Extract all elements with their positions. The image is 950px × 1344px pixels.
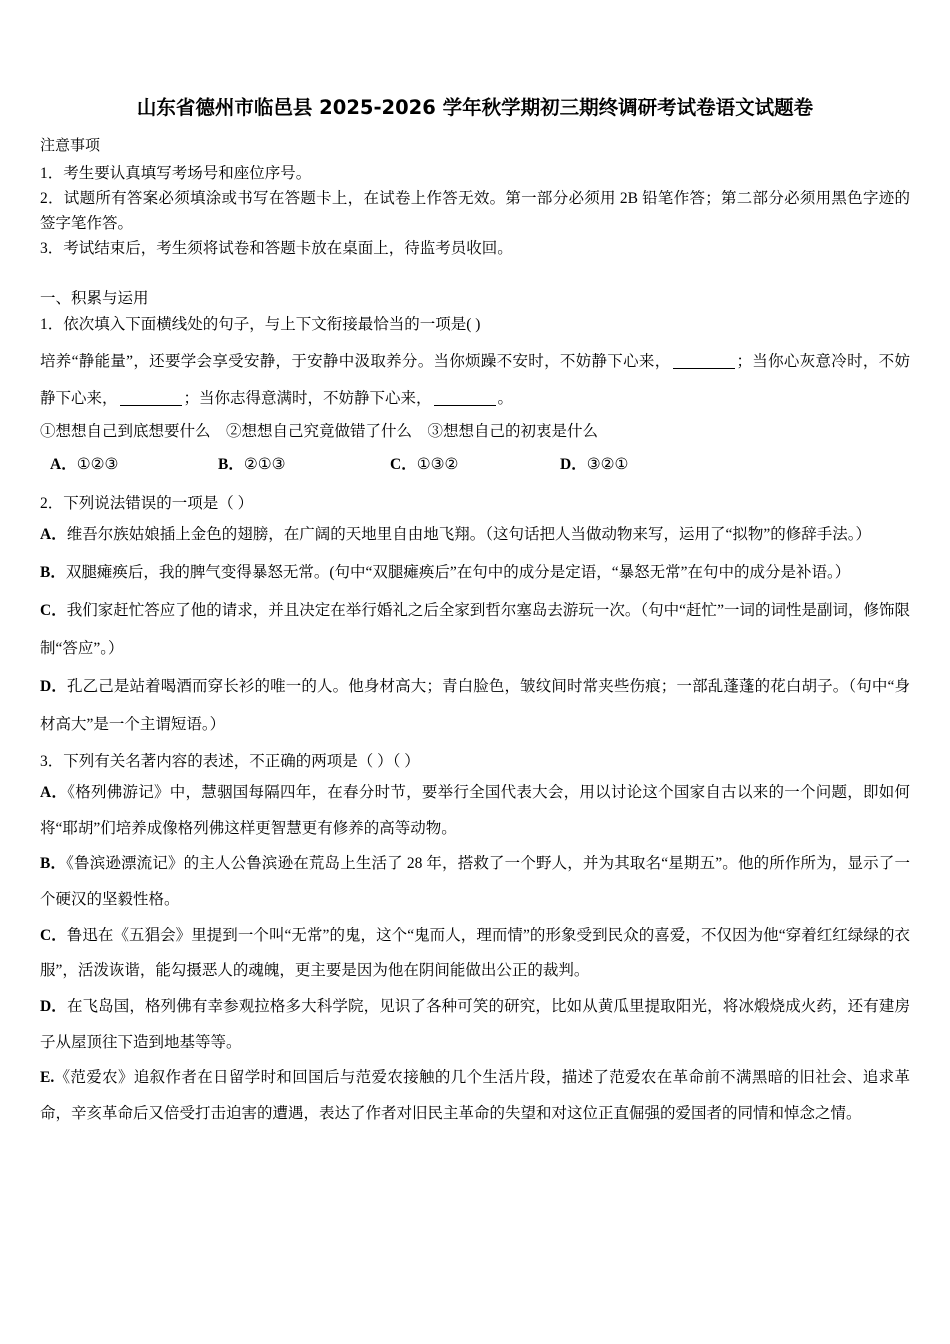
question-2-choice-b[interactable] [40,554,910,592]
passage-part-1: 培养“静能量”，还要学会享受安静，于安静中汲取养分。当你烦躁不安时，不妨静下心来， [40,352,671,370]
notice-block [40,135,910,261]
choice-b-letter: B． [40,855,67,873]
option-a-letter: A． [50,455,77,473]
question-3-number: 3． [40,753,64,771]
option-c-letter: C． [390,455,417,473]
option-c[interactable] [390,452,458,474]
spacer [40,261,910,287]
choice-d-letter: D． [40,997,67,1015]
choice-e-letter: E. [40,1069,55,1087]
question-3-choice-e[interactable] [40,1060,910,1131]
question-2-choice-c[interactable] [40,592,910,668]
choice-a-text: 维吾尔族姑娘插上金色的翅膀，在广阔的天地里自由地飞翔。（这句话把人当做动物来写，运用了“拟物”的修辞手法。） [66,526,871,544]
question-2 [40,492,910,745]
choice-a-letter: A． [40,784,68,802]
notice-item-1: 1．考生要认真填写考场号和座位序号。 [40,164,312,182]
question-1-options [40,452,910,486]
choice-c-letter: C． [40,602,67,620]
question-1-number: 1． [40,315,64,333]
question-1-fragments: ①想想自己到底想要什么 ②想想自己究竟做错了什么 ③想想自己的初衷是什么 [40,423,599,441]
question-2-number: 2． [40,494,64,512]
notice-heading: 注意事项 [40,138,101,155]
question-2-choice-d[interactable] [40,668,910,744]
option-d[interactable] [560,452,628,474]
option-c-text: ①③② [416,455,459,473]
choice-b-text: 《鲁滨逊漂流记》的主人公鲁滨逊在荒岛上生活了 28 年，搭救了一个野人，并为其取名“星期五”。他的所作所为，显示了一个硬汉的坚毅性格。 [40,855,910,908]
question-2-choice-a[interactable] [40,516,910,554]
choice-b-letter: B． [40,564,66,582]
option-d-letter: D． [560,455,587,473]
choice-a-letter: A． [40,526,67,544]
choice-c-letter: C． [40,926,67,944]
question-2-stem-text: 下列说法错误的一项是（ ） [63,494,254,512]
question-2-stem [40,492,910,517]
option-b-letter: B． [218,455,244,473]
question-3-choice-a[interactable] [40,775,910,846]
question-3-choice-b[interactable] [40,846,910,917]
question-3 [40,750,910,1131]
question-3-choice-c[interactable] [40,918,910,989]
option-b-text: ②①③ [243,455,286,473]
option-d-text: ③②① [586,455,629,473]
answer-blank-3[interactable] [434,405,496,406]
question-3-choice-d[interactable] [40,989,910,1060]
choice-d-letter: D． [40,678,67,696]
question-1-stem [40,313,910,338]
passage-part-4: 。 [497,389,514,407]
option-b[interactable] [218,452,286,474]
passage-part-2: ；当你心灰意冷时，不妨静下心来， [40,352,910,407]
question-3-stem-text: 下列有关名著内容的表述，不正确的两项是（ ）（ ） [63,753,420,771]
answer-blank-1[interactable] [673,368,735,369]
choice-c-text: 鲁迅在《五猖会》里提到一个叫“无常”的鬼，这个“鬼而人，理而情”的形象受到民众的喜爱，不仅因为他“穿着红红绿绿的衣服”，活泼诙谐，能勾摄恶人的魂魄，更主要是因为他在阴间能做出公正的裁判。 [40,926,910,980]
choice-d-text: 在飞岛国，格列佛有幸参观拉格多大科学院，见识了各种可笑的研究，比如从黄瓜里提取阳光，将冰煅烧成火药，还有建房子从屋顶往下造到地基等等。 [40,997,910,1051]
choice-b-text: 双腿瘫痪后，我的脾气变得暴怒无常。(句中“双腿瘫痪后”在句中的成分是定语，“暴怒无常”在句中的成分是补语。） [65,564,851,582]
choice-c-text: 我们家赶忙答应了他的请求，并且决定在举行婚礼之后全家到哲尔塞岛去游玩一次。（句中“赶忙”一词的词性是副词，修饰限制“答应”。） [40,602,911,658]
option-a[interactable] [50,452,118,474]
section-heading: 一、积累与运用 [40,290,149,308]
answer-blank-2[interactable] [120,405,182,406]
question-1 [40,313,910,486]
page-title: 山东省德州市临邑县 2025-2026 学年秋学期初三期终调研考试卷语文试题卷 [136,96,814,119]
option-a-text: ①②③ [76,455,119,473]
choice-a-text: 《格列佛游记》中，慧骃国每隔四年，在春分时节，要举行全国代表大会，用以讨论这个国家自古以来的一个问题，即如何将“耶胡”们培养成像格列佛这样更智慧更有修养的高等动物。 [40,784,910,837]
passage-part-3: ；当你志得意满时，不妨静下心来， [183,389,432,407]
section-accumulation-and-application [40,287,910,1131]
question-1-stem-text: 依次填入下面横线处的句子，与上下文衔接最恰当的一项是( ) [63,315,481,333]
choice-e-text: 《范爱农》追叙作者在日留学时和回国后与范爱农接触的几个生活片段，描述了范爱农在革命前不满黑暗的旧社会、追求革命，辛亥革命后又倍受打击迫害的遭遇，表达了作者对旧民主革命的失望和对这位正直倔强的爱国者的同情和悼念之情。 [40,1069,910,1122]
notice-item-3: 3．考试结束后，考生须将试卷和答题卡放在桌面上，待监考员收回。 [40,239,513,257]
question-1-passage [40,344,910,418]
choice-d-text: 孔乙己是站着喝酒而穿长衫的唯一的人。他身材高大；青白脸色，皱纹间时常夹些伤痕；一部乱蓬蓬的花白胡子。（句中“身材高大”是一个主谓短语。） [40,678,910,734]
notice-item-2: 2．试题所有答案必须填涂或书写在答题卡上，在试卷上作答无效。第一部分必须用 2B 铅笔作答；第二部分必须用黑色字迹的签字笔作答。 [40,189,910,232]
question-3-stem [40,750,910,775]
